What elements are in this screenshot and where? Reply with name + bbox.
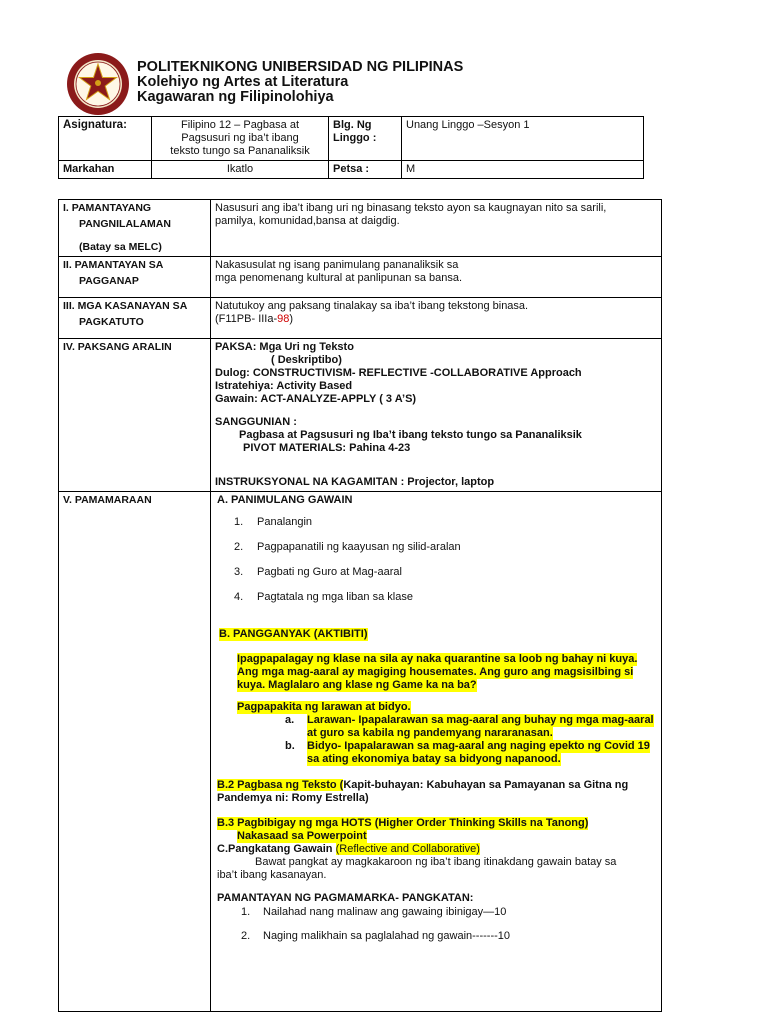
section-1-content: Nasusuri ang iba’t ibang uri ng binasang teksto ayon sa kaugnayan nito sa sarili, pamilya, komunidad,bansa at daigdig. (211, 200, 662, 257)
pangganyak-text: Ang mga mag-aaral ay magiging housemates. Ang guro ang magsisilbing si (237, 666, 634, 678)
section-4-content: PAKSA: Mga Uri ng Teksto ( Deskriptibo) Dulog: CONSTRUCTIVISM- REFLECTIVE -COLLABORATIVE Approach Istratehiya: Activity Based Gawain: ACT-ANALYZE-APPLY ( 3 A’S) SANGGUNIAN : Pagbasa at Pagsusuri ng Iba’t ibang teksto tungo sa Pananaliksik PIVOT MATERIALS: Pahina 4-23 INSTRUKSYONAL NA KAGAMITAN : Projector, laptop (211, 339, 662, 492)
info-table (58, 116, 644, 179)
list-marker: a. (285, 714, 295, 726)
section-1-label: I. PAMANTAYANG PANGNILALAMAN (Batay sa MELC) (59, 200, 211, 257)
criterion-item: Naging malikhain sa paglalahad ng gawain-------10 (263, 930, 511, 942)
list-item: Panalangin (257, 516, 313, 528)
hots-note: Nakasaad sa Powerpoint (237, 830, 367, 842)
petsa-label: Petsa : (329, 161, 402, 179)
petsa-value: M (402, 161, 644, 179)
university-seal-icon (66, 52, 130, 116)
linggo-label: Blg. Ng Linggo : (329, 117, 402, 161)
pangganyak-title: B. PANGGANYAK (AKTIBITI) (219, 628, 368, 640)
list-item: Pagtatala ng mga liban sa klase (257, 591, 413, 603)
bidyo-text: sa ating ekonomiya batay sa bidyong napanood. (307, 753, 561, 765)
pagbasa-ng-teksto-line2: Pandemya ni: Romy Estrella) (217, 792, 369, 804)
list-number: 1. (234, 516, 244, 528)
list-item: Pagpapanatili ng kaayusan ng silid-aralan (257, 541, 461, 553)
pangkatang-gawain-desc: Bawat pangkat ay magkakaroon ng iba’t ibang itinakdang gawain batay sa (255, 856, 617, 868)
list-number: 2. (241, 930, 251, 942)
bidyo-text: Bidyo- Ipapalarawan sa mag-aaral ang naging epekto ng Covid 19 (307, 740, 650, 752)
college-name: Kolehiyo ng Artes at Literatura (137, 74, 349, 90)
pangganyak-text: kuya. Maglalaro ang klase ng Game ka na ba? (237, 679, 477, 691)
list-number: 3. (234, 566, 244, 578)
larawan-text: at guro sa kabila ng pandemyang nararanasan. (307, 727, 553, 739)
criterion-item: Nailahad nang malinaw ang gawaing ibinigay—10 (263, 906, 507, 918)
markahan-label: Markahan (59, 161, 152, 179)
section-4-label: IV. PAKSANG ARALIN (59, 339, 211, 492)
pagbasa-ng-teksto: B.2 Pagbasa ng Teksto (Kapit-buhayan: Kabuhayan sa Pamayanan sa Gitna ng (217, 779, 629, 791)
lesson-plan-table (58, 199, 662, 1012)
asignatura-value: Filipino 12 – Pagbasa at Pagsusuri ng iba’t ibang teksto tungo sa Pananaliksik (152, 117, 329, 161)
section-5-label: V. PAMAMARAAN (59, 492, 211, 1012)
larawan-text: Larawan- Ipapalarawan sa mag-aaral ang buhay ng mga mag-aaral (307, 714, 654, 726)
list-number: 1. (241, 906, 251, 918)
section-5-content (211, 492, 662, 1012)
markahan-value: Ikatlo (152, 161, 329, 179)
list-number: 2. (234, 541, 244, 553)
pangkatang-gawain-desc: iba’t ibang kasanayan. (217, 869, 327, 881)
list-marker: b. (285, 740, 295, 752)
hots-title: B.3 Pagbibigay ng mga HOTS (Higher Order Thinking Skills na Tanong) (217, 817, 589, 829)
section-3-label: III. MGA KASANAYAN SA PAGKATUTO (59, 298, 211, 339)
pangkatang-gawain: C.Pangkatang Gawain (Reflective and Collaborative) (217, 843, 480, 855)
section-3-content: Natutukoy ang paksang tinalakay sa iba’t ibang tekstong binasa. (F11PB- IIIa-98) (211, 298, 662, 339)
linggo-value: Unang Linggo –Sesyon 1 (402, 117, 644, 161)
pagpapakita-title: Pagpapakita ng larawan at bidyo. (237, 701, 411, 713)
pangganyak-text: Ipagpapalagay ng klase na sila ay naka quarantine sa loob ng bahay ni kuya. (237, 653, 638, 665)
panimulang-gawain-title: A. PANIMULANG GAWAIN (217, 494, 353, 506)
list-number: 4. (234, 591, 244, 603)
asignatura-label: Asignatura: (59, 117, 152, 161)
department-name: Kagawaran ng Filipinolohiya (137, 89, 334, 105)
section-2-content: Nakasusulat ng isang panimulang pananaliksik sa mga penomenang kultural at panlipunan sa bansa. (211, 257, 662, 298)
pamantayan-title: PAMANTAYAN NG PAGMAMARKA- PANGKATAN: (217, 892, 474, 904)
list-item: Pagbati ng Guro at Mag-aaral (257, 566, 402, 578)
section-2-label: II. PAMANTAYAN SA PAGGANAP (59, 257, 211, 298)
university-name: POLITEKNIKONG UNIBERSIDAD NG PILIPINAS (137, 59, 464, 75)
